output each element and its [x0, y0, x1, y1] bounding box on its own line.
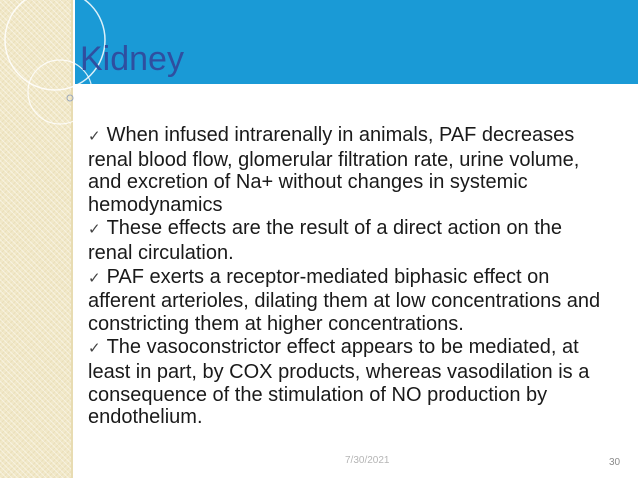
footer-date: 7/30/2021: [345, 455, 390, 466]
bullet-list: [88, 124, 608, 430]
bullet-text: PAF exerts a receptor-mediated biphasic effect on afferent arterioles, dilating them at low concentrations and constricting them at higher concentrations.: [88, 265, 601, 335]
decorative-side-strip: [0, 0, 71, 478]
bullet-text: The vasoconstrictor effect appears to be mediated, at least in part, by COX products, whereas vasodilation is a consequence of the stimulation of NO production by endothelium.: [88, 336, 590, 429]
checkmark-icon: ✓: [88, 269, 101, 287]
slide-title: Kidney: [80, 40, 184, 78]
side-strip-edge: [71, 0, 73, 478]
bullet-item: [88, 266, 608, 336]
bullet-item: [88, 217, 608, 264]
checkmark-icon: ✓: [88, 340, 101, 358]
bullet-text: These effects are the result of a direct action on the renal circulation.: [88, 217, 563, 264]
bullet-item: [88, 336, 608, 428]
bullet-item: [88, 124, 608, 216]
checkmark-icon: ✓: [88, 128, 101, 145]
bullet-text: When infused intrarenally in animals, PAF decreases renal blood flow, glomerular filtration rate, urine volume, and excretion of Na+ without changes in systemic hemodynamics: [88, 124, 580, 216]
checkmark-icon: ✓: [88, 221, 101, 239]
page-number: 30: [609, 457, 621, 468]
